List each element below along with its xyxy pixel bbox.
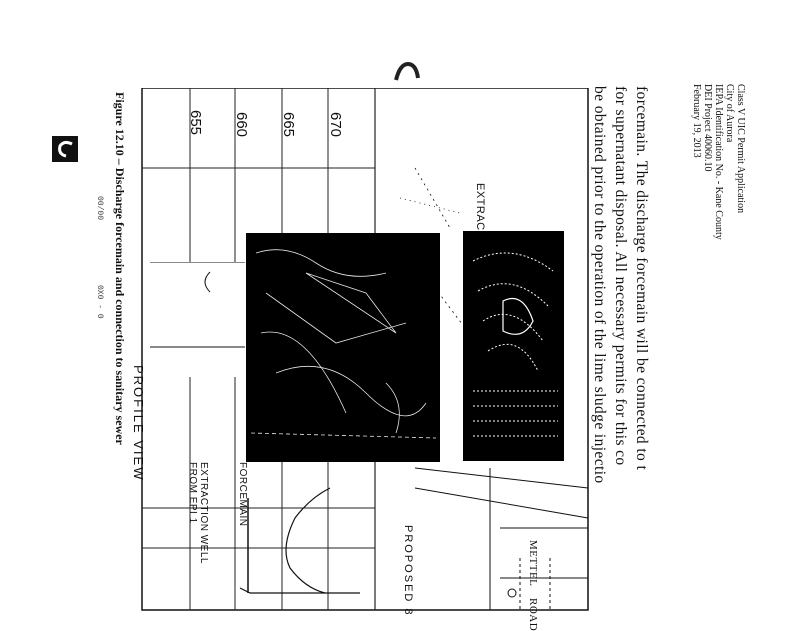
body-text-line-2: for supernatant disposal. All necessary permits for this co: [612, 86, 629, 466]
header-line-3: IEPA Identification No. - Kane County: [713, 84, 724, 240]
header-line-5: February 19, 2013: [691, 84, 702, 158]
redacted-image-block-right: [463, 231, 564, 461]
redacted-image-block-left: [246, 233, 440, 462]
header-line-4: DEI Project 40060.10: [702, 84, 713, 172]
header-line-1: Class V UIC Permit Application: [735, 84, 746, 214]
scanned-document-page: Class V UIC Permit Application City of Aurora IEPA Identification No. - Kane County DEI Project 40060.10 February 19, 2013 forcemain. The discharge forcemain will be connected to t for supernatant disposal. All necessary permits for this co be obtained prior to the operation of the lime sludge injectio 670 665 660 655 EXTRAC PROFILE VIEW EXTRACTION WELL FROM EPI 1 FORCEMAIN METTEL ROAD PROPOSED 8 Figure 12.10 – Discharge forcemain and connection to sanitary sewer 00/00 0X0 - 0: [0, 0, 800, 618]
header-line-2: City of Aurora: [724, 84, 735, 143]
body-text-line-1: forcemain. The discharge forcemain will be connected to t: [633, 86, 650, 471]
body-text-line-3: be obtained prior to the operation of the lime sludge injectio: [591, 86, 608, 484]
figure-blank-panel: [150, 262, 245, 377]
binder-ring-mark: [392, 60, 422, 84]
punch-hole-mark: [52, 136, 78, 162]
